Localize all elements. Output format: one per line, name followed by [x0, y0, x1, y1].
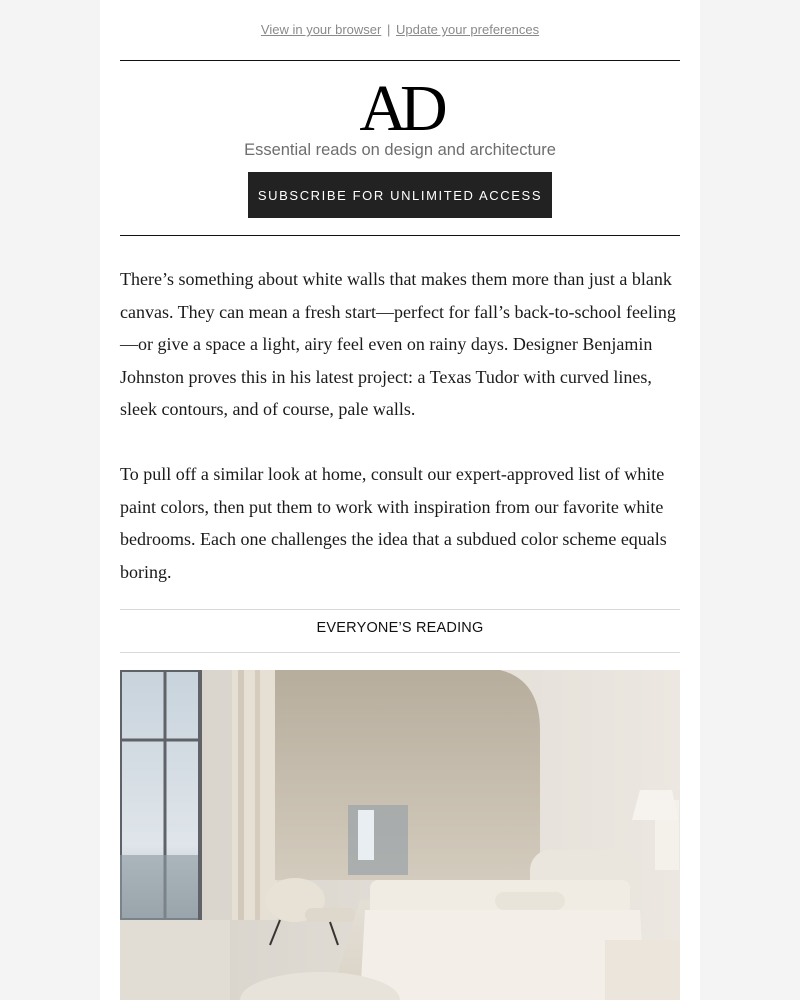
preheader-separator: | [386, 22, 391, 37]
white-bedroom-photo[interactable] [120, 670, 680, 1000]
view-in-browser-link[interactable]: View in your browser [260, 22, 382, 37]
preheader [100, 22, 700, 37]
ad-logo[interactable] [100, 74, 700, 136]
tagline: Essential reads on design and architecture [244, 141, 556, 159]
article-paragraph-2: To pull off a similar look at home, consult our expert-approved list of white paint colors, then put them to work with inspiration from our favorite white bedrooms. Each one challenges the idea that a subdued color scheme equals boring. [120, 464, 667, 582]
header-bottom-divider [120, 235, 680, 236]
update-preferences-link[interactable]: Update your preferences [395, 22, 540, 37]
ad-logo-text: AD [359, 74, 441, 136]
reading-top-divider [120, 609, 680, 610]
ad-logo-mark [350, 74, 450, 136]
header-top-divider [120, 60, 680, 61]
email-body [100, 0, 700, 1000]
everyones-reading-heading: EVERYONE’S READING [316, 620, 484, 636]
article-paragraph-1: There’s something about white walls that makes them more than just a blank canvas. They can mean a fresh start—perfect for fall’s back-to-school feeling—or give a space a light, airy feel even on rainy days. Designer Benjamin Johnston proves this in his latest project: a Texas Tudor with curved lines, sleek contours, and of course, pale walls. [120, 269, 676, 419]
subscribe-button[interactable]: SUBSCRIBE FOR UNLIMITED ACCESS [248, 172, 552, 218]
reading-bottom-divider [120, 652, 680, 653]
